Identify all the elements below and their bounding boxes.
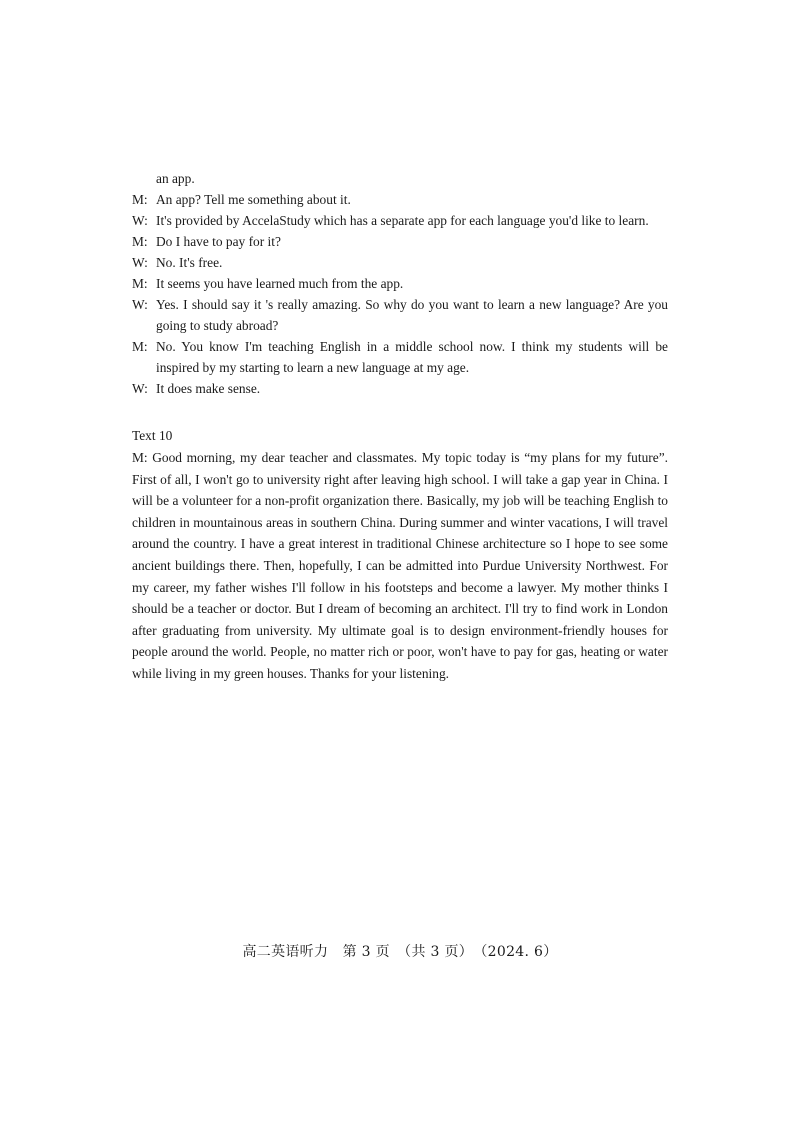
monologue-text: Good morning, my dear teacher and classmates. My topic today is “my plans for my future”. First of all, I won't go to university right after leaving high school. I will take a gap year in China. I will be a volunteer for a non-profit organization there. Basically, my job will be teaching English to children in mountainous areas in southern China. During summer and winter vacations, I will travel around the country. I have a great interest in traditional Chinese architecture so I hope to see some ancient buildings there. Then, hopefully, I can be admitted into Purdue University Northwest. For my career, my father wishes I'll follow in his footsteps and become a lawyer. My mother thinks I should be a teacher or doctor. But I dream of becoming an architect. I'll try to find work in London after graduating from university. My ultimate goal is to design environment-friendly houses for people around the world. People, no matter rich or poor, won't have to pay for gas, heating or water while living in my green houses. Thanks for your listening.: [132, 450, 668, 681]
dialogue-line: [132, 189, 668, 210]
dialogue-line: [132, 168, 668, 189]
dialogue-text: It seems you have learned much from the app.: [156, 276, 404, 291]
dialogue-line: [132, 378, 668, 399]
dialogue-text: An app? Tell me something about it.: [156, 192, 351, 207]
speaker-label: W:: [132, 297, 148, 312]
dialogue-text: Do I have to pay for it?: [156, 234, 281, 249]
dialogue-line: [132, 336, 668, 378]
dialogue-line: [132, 252, 668, 273]
speaker-label: M:: [132, 276, 148, 291]
speaker-label: M:: [132, 339, 148, 354]
speaker-label: [132, 168, 156, 189]
dialogue-line: [132, 294, 668, 336]
dialogue-text: It does make sense.: [156, 381, 261, 396]
speaker-label: M:: [132, 192, 148, 207]
speaker-label: M:: [132, 234, 148, 249]
dialogue-transcript: [132, 168, 668, 399]
dialogue-text: No. You know I'm teaching English in a middle school now. I think my students will be inspired by my starting to learn a new language at my age.: [156, 339, 668, 375]
dialogue-line: [132, 273, 668, 294]
dialogue-text: No. It's free.: [156, 255, 223, 270]
dialogue-text: an app.: [156, 171, 195, 186]
dialogue-text: It's provided by AccelaStudy which has a separate app for each language you'd like to learn.: [156, 213, 649, 228]
dialogue-text: Yes. I should say it 's really amazing. So why do you want to learn a new language? Are you going to study abroad?: [156, 297, 668, 333]
speaker-label: M:: [132, 450, 148, 465]
speaker-label: W:: [132, 255, 148, 270]
dialogue-line: [132, 231, 668, 252]
monologue-paragraph: [132, 447, 668, 685]
page-footer: 高二英语听力 第 3 页 （共 3 页） （2024. 6）: [242, 944, 558, 960]
section-heading: Text 10: [132, 428, 173, 443]
speaker-label: W:: [132, 213, 148, 228]
speaker-label: W:: [132, 381, 148, 396]
dialogue-line: [132, 210, 668, 231]
